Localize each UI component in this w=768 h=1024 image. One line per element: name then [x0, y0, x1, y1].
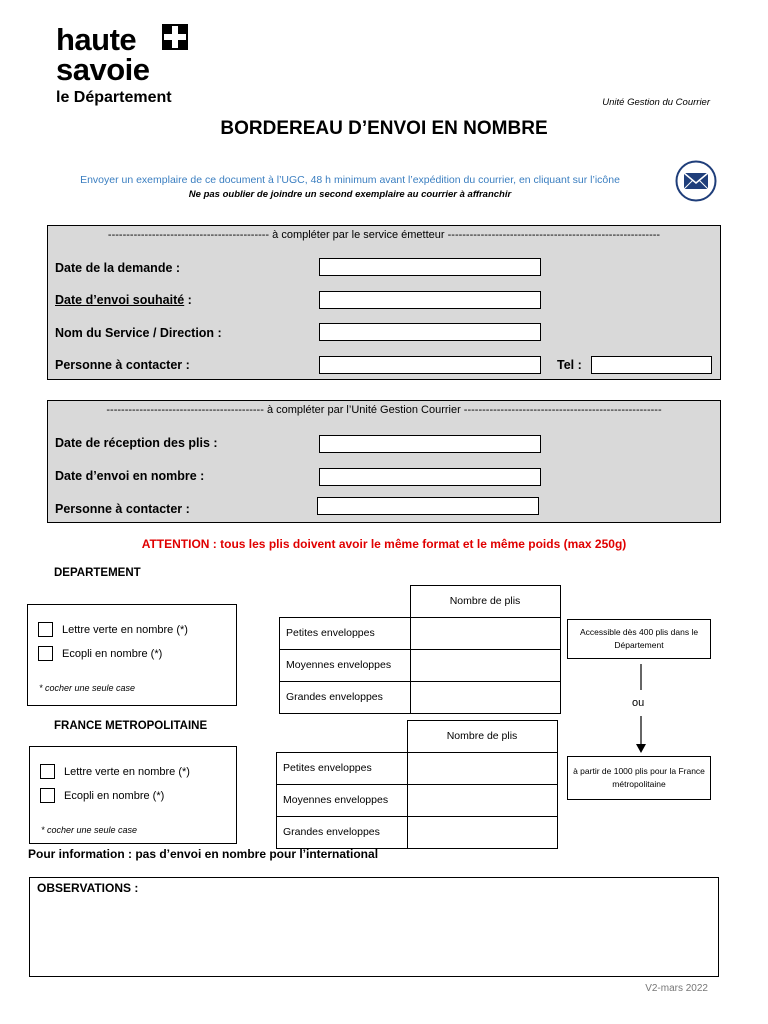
international-note: Pour information : pas d’envoi en nombre pour l’international	[28, 847, 379, 861]
row-label: Grandes enveloppes	[277, 816, 408, 848]
france-note: * cocher une seule case	[41, 825, 138, 835]
row-label: Grandes enveloppes	[280, 681, 411, 713]
table-row	[277, 752, 558, 784]
date-demande-field[interactable]	[319, 258, 541, 276]
departement-ecopli-checkbox[interactable]	[38, 646, 53, 661]
table-row	[280, 649, 561, 681]
service-name: Unité Gestion du Courrier	[602, 97, 710, 108]
option-label: Ecopli en nombre (*)	[64, 789, 165, 802]
version-label: V2-mars 2022	[645, 983, 708, 994]
row-label: Petites enveloppes	[280, 617, 411, 649]
departement-options-box	[27, 604, 237, 706]
france-options-box	[29, 746, 237, 844]
ugc-section	[47, 400, 721, 523]
departement-petites-count-cell[interactable]	[410, 617, 560, 649]
table-row	[277, 816, 558, 848]
departement-grandes-count-cell[interactable]	[410, 681, 560, 713]
table-corner	[277, 721, 408, 753]
france-ecopli-checkbox[interactable]	[40, 788, 55, 803]
table-header-nombre-plis: Nombre de plis	[407, 721, 557, 753]
ou-connector: ou	[632, 697, 645, 709]
attention-warning: ATTENTION : tous les plis doivent avoir le même format et le même poids (max 250g)	[141, 537, 627, 551]
table-row	[277, 784, 558, 816]
france-lettre-verte-checkbox[interactable]	[40, 764, 55, 779]
logo-line-haute: haute	[56, 22, 137, 57]
contact-person-field[interactable]	[319, 356, 541, 374]
table-row	[280, 617, 561, 649]
departement-heading: DEPARTEMENT	[54, 567, 141, 579]
label-personne-contact: Personne à contacter :	[55, 358, 190, 372]
option-label: Lettre verte en nombre (*)	[62, 623, 188, 636]
emitter-separator: -------------------------------------------- à compléter par le service émetteur ----------------------------------------------------------	[107, 229, 661, 241]
departement-lettre-verte-checkbox[interactable]	[38, 622, 53, 637]
observations-box[interactable]	[29, 877, 719, 977]
france-info-box: à partir de 1000 plis pour la France métropolitaine	[567, 756, 711, 800]
row-label: Moyennes enveloppes	[280, 649, 411, 681]
table-header-nombre-plis: Nombre de plis	[410, 586, 560, 618]
departement-info-box: Accessible dès 400 plis dans le Département	[567, 619, 711, 659]
service-direction-field[interactable]	[319, 323, 541, 341]
row-label: Petites enveloppes	[277, 752, 408, 784]
date-reception-field[interactable]	[319, 435, 541, 453]
logo-line-savoie: savoie	[56, 52, 150, 87]
label-date-reception: Date de réception des plis :	[55, 436, 218, 450]
table-row	[280, 681, 561, 713]
label-date-envoi-nombre: Date d’envoi en nombre :	[55, 469, 205, 483]
date-envoi-souhaite-field[interactable]	[319, 291, 541, 309]
tel-field[interactable]	[591, 356, 712, 374]
reminder-text: Ne pas oublier de joindre un second exemplaire au courrier à affranchir	[188, 189, 512, 200]
france-option-lettre-verte	[40, 764, 190, 779]
france-moyennes-count-cell[interactable]	[407, 784, 557, 816]
departement-option-lettre-verte	[38, 622, 188, 637]
option-label: Ecopli en nombre (*)	[62, 647, 163, 660]
france-heading: FRANCE METROPOLITAINE	[54, 720, 208, 732]
option-label: Lettre verte en nombre (*)	[64, 765, 190, 778]
savoie-cross-icon	[162, 24, 188, 50]
instruction-text: Envoyer un exemplaire de ce document à l’UGC, 48 h minimum avant l’expédition du courrier, en cliquant sur l’icône	[80, 174, 620, 186]
observations-label: OBSERVATIONS :	[37, 881, 139, 895]
france-petites-count-cell[interactable]	[407, 752, 557, 784]
row-label: Moyennes enveloppes	[277, 784, 408, 816]
ugc-separator: ------------------------------------------- à compléter par l’Unité Gestion Courrier ------------------------------------------------------	[106, 404, 662, 416]
label-date-envoi-souhaite: Date d’envoi souhaité :	[55, 293, 192, 307]
haute-savoie-logo	[56, 24, 196, 114]
label-ugc-contact: Personne à contacter :	[55, 502, 190, 516]
emitter-section	[47, 225, 721, 380]
label-date-demande: Date de la demande :	[55, 261, 181, 275]
page-title: BORDEREAU D’ENVOI EN NOMBRE	[220, 118, 548, 139]
ugc-contact-field[interactable]	[317, 497, 539, 515]
france-option-ecopli	[40, 788, 164, 803]
france-grandes-count-cell[interactable]	[407, 816, 557, 848]
date-envoi-nombre-field[interactable]	[319, 468, 541, 486]
france-plis-table	[276, 720, 558, 849]
logo-line-departement: le Département	[56, 89, 172, 106]
envelope-icon[interactable]	[675, 160, 717, 202]
departement-option-ecopli	[38, 646, 162, 661]
departement-plis-table	[279, 585, 561, 714]
table-corner	[280, 586, 411, 618]
departement-note: * cocher une seule case	[39, 683, 136, 693]
label-tel: Tel :	[557, 358, 582, 372]
label-service-direction: Nom du Service / Direction :	[55, 326, 222, 340]
departement-moyennes-count-cell[interactable]	[410, 649, 560, 681]
